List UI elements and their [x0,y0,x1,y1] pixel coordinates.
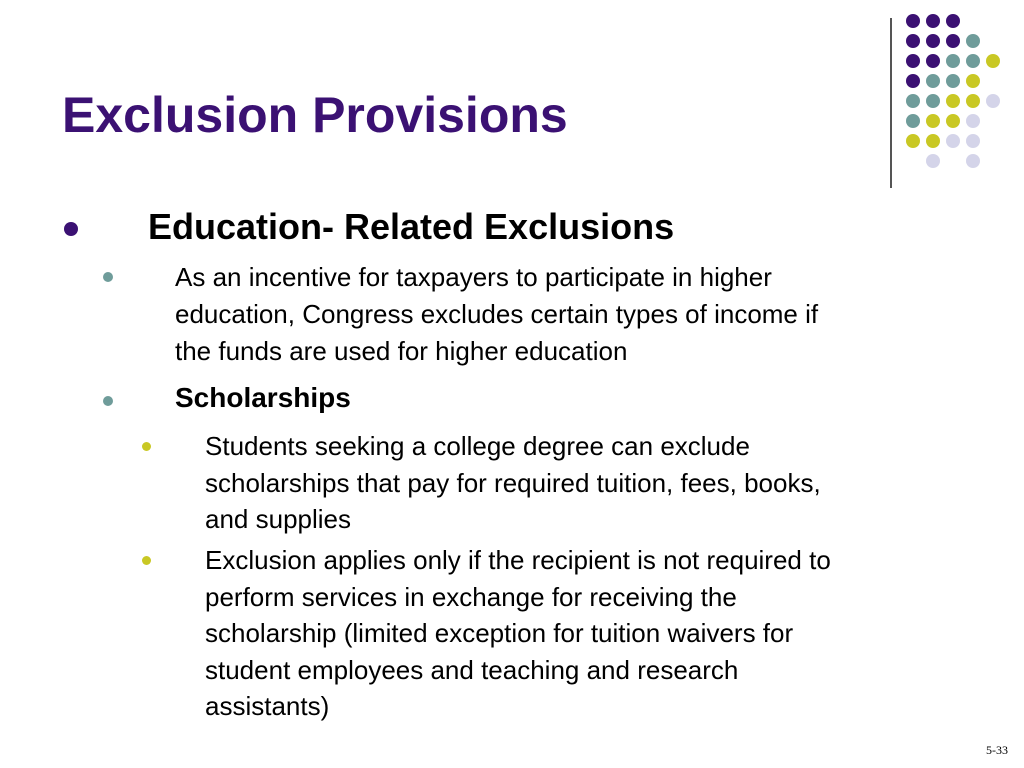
decor-dot [946,14,960,28]
decor-dot [926,14,940,28]
decor-dot [946,54,960,68]
decor-dot [906,74,920,88]
decor-dot [926,94,940,108]
intro-line: As an incentive for taxpayers to participate in higher [175,262,772,292]
decor-dot [926,114,940,128]
point-line: Exclusion applies only if the recipient is not required to [205,545,831,575]
decor-dot [906,94,920,108]
decor-dot [906,114,920,128]
decor-dot [966,94,980,108]
slide-title: Exclusion Provisions [62,87,568,143]
decor-dot [946,114,960,128]
decor-dot [946,74,960,88]
intro-text [175,259,818,370]
point-line: perform services in exchange for receiving the [205,581,737,612]
decor-dot [986,94,1000,108]
decor-dot [966,34,980,48]
decor-dot [966,134,980,148]
decor-dot [966,54,980,68]
heading-education-exclusions: Education- Related Exclusions [148,206,675,247]
decor-dot [906,134,920,148]
divider-line [890,18,892,188]
bullet-level2 [103,396,113,406]
bullet-level3 [142,442,151,451]
decor-dot [966,74,980,88]
decor-dot [926,34,940,48]
page-number: 5-33 [986,743,1008,757]
bullet-level3 [142,556,151,565]
decor-dot [966,154,980,168]
intro-line: education, Congress excludes certain types of income if [175,299,819,329]
intro-line: the funds are used for higher education [175,336,628,366]
decor-dot [986,54,1000,68]
decor-dot [906,54,920,68]
subheading-scholarships: Scholarships [175,382,351,413]
point-line: scholarship (limited exception for tuition waivers for [205,618,794,648]
point-line: Students seeking a college degree can exclude [205,431,750,461]
decor-dot [946,134,960,148]
point-line: student employees and teaching and research [205,654,739,685]
scholarship-point-2 [205,542,831,725]
decor-dot [926,74,940,88]
decor-dot [926,54,940,68]
decor-dot [906,14,920,28]
point-line: scholarships that pay for required tuition, fees, books, [205,467,821,498]
decor-dot [906,34,920,48]
bullet-level2 [103,272,113,282]
decor-dot [926,134,940,148]
point-line: assistants) [205,691,330,721]
decor-dot [966,114,980,128]
scholarship-point-1 [205,428,821,538]
decor-dot [946,34,960,48]
bullet-level1 [64,222,78,236]
decor-dot [946,94,960,108]
point-line: and supplies [205,504,351,534]
decor-dot [926,154,940,168]
